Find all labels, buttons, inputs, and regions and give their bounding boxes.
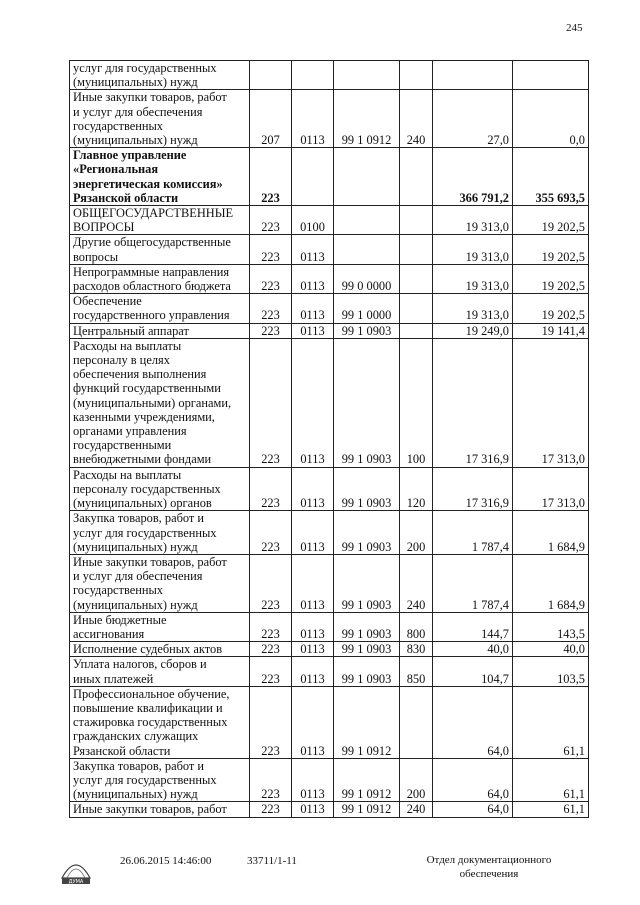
cell-expense-type: 240 bbox=[400, 90, 433, 148]
cell-section-code: 0113 bbox=[292, 657, 334, 686]
cell-amount-2: 19 202,5 bbox=[513, 264, 589, 293]
footer-department: Отдел документационного обеспечения bbox=[426, 854, 552, 880]
cell-amount-1: 19 249,0 bbox=[433, 323, 513, 338]
cell-name: Закупка товаров, работ и услуг для государственных (муниципальных) нужд bbox=[70, 511, 250, 555]
cell-target-article: 99 1 0903 bbox=[334, 338, 400, 467]
cell-section-code: 0113 bbox=[292, 338, 334, 467]
cell-amount-2: 19 202,5 bbox=[513, 206, 589, 235]
table-row bbox=[70, 90, 589, 148]
cell-section-code: 0113 bbox=[292, 802, 334, 817]
cell-name: ОБЩЕГОСУДАРСТВЕННЫЕ ВОПРОСЫ bbox=[70, 206, 250, 235]
table-body bbox=[70, 61, 589, 818]
cell-amount-1: 144,7 bbox=[433, 612, 513, 641]
cell-name: Центральный аппарат bbox=[70, 323, 250, 338]
cell-name: Закупка товаров, работ и услуг для государственных (муниципальных) нужд bbox=[70, 758, 250, 802]
cell-grbs-code: 223 bbox=[250, 206, 292, 235]
cell-amount-1: 19 313,0 bbox=[433, 206, 513, 235]
cell-expense-type: 240 bbox=[400, 802, 433, 817]
table-row bbox=[70, 642, 589, 657]
cell-amount-2: 17 313,0 bbox=[513, 467, 589, 511]
cell-amount-1: 1 787,4 bbox=[433, 554, 513, 612]
cell-target-article: 99 1 0903 bbox=[334, 511, 400, 555]
cell-expense-type: 200 bbox=[400, 758, 433, 802]
table-row bbox=[70, 235, 589, 264]
cell-section-code: 0113 bbox=[292, 686, 334, 758]
cell-expense-type bbox=[400, 686, 433, 758]
cell-expense-type bbox=[400, 206, 433, 235]
table-row bbox=[70, 554, 589, 612]
cell-amount-2: 1 684,9 bbox=[513, 511, 589, 555]
cell-section-code: 0113 bbox=[292, 235, 334, 264]
cell-target-article: 99 1 0912 bbox=[334, 758, 400, 802]
cell-section-code: 0113 bbox=[292, 554, 334, 612]
cell-section-code: 0113 bbox=[292, 90, 334, 148]
budget-table bbox=[69, 60, 589, 818]
cell-target-article: 99 1 0903 bbox=[334, 554, 400, 612]
table-row bbox=[70, 294, 589, 323]
duma-logo-icon bbox=[56, 848, 96, 888]
cell-expense-type: 830 bbox=[400, 642, 433, 657]
cell-expense-type: 850 bbox=[400, 657, 433, 686]
cell-amount-2: 19 141,4 bbox=[513, 323, 589, 338]
cell-grbs-code: 207 bbox=[250, 90, 292, 148]
table-row bbox=[70, 323, 589, 338]
cell-name: Профессиональное обучение, повышение квалификации и стажировка государственных гражданских служащих Рязанской области bbox=[70, 686, 250, 758]
cell-section-code: 0113 bbox=[292, 323, 334, 338]
cell-section-code: 0113 bbox=[292, 467, 334, 511]
cell-name: Иные закупки товаров, работ и услуг для обеспечения государственных (муниципальных) нужд bbox=[70, 90, 250, 148]
logo-text: ДУМА bbox=[68, 879, 84, 885]
cell-amount-2: 61,1 bbox=[513, 686, 589, 758]
cell-expense-type bbox=[400, 235, 433, 264]
table-row bbox=[70, 61, 589, 90]
cell-amount-1: 17 316,9 bbox=[433, 338, 513, 467]
cell-grbs-code: 223 bbox=[250, 612, 292, 641]
table-row bbox=[70, 612, 589, 641]
footer-doc-code: 33711/1-11 bbox=[247, 855, 297, 867]
cell-target-article: 99 1 0903 bbox=[334, 642, 400, 657]
table-row bbox=[70, 206, 589, 235]
cell-section-code: 0113 bbox=[292, 612, 334, 641]
cell-amount-1: 19 313,0 bbox=[433, 264, 513, 293]
table-row bbox=[70, 264, 589, 293]
cell-expense-type: 100 bbox=[400, 338, 433, 467]
cell-name: Обеспечение государственного управления bbox=[70, 294, 250, 323]
cell-grbs-code: 223 bbox=[250, 323, 292, 338]
cell-section-code: 0113 bbox=[292, 511, 334, 555]
cell-name: Уплата налогов, сборов и иных платежей bbox=[70, 657, 250, 686]
cell-amount-1: 17 316,9 bbox=[433, 467, 513, 511]
table-row bbox=[70, 758, 589, 802]
cell-amount-1: 366 791,2 bbox=[433, 148, 513, 206]
cell-amount-1: 1 787,4 bbox=[433, 511, 513, 555]
footer-date: 26.06.2015 14:46:00 bbox=[120, 855, 212, 867]
cell-target-article: 99 1 0903 bbox=[334, 467, 400, 511]
cell-amount-1: 64,0 bbox=[433, 686, 513, 758]
cell-target-article bbox=[334, 148, 400, 206]
cell-target-article: 99 0 0000 bbox=[334, 264, 400, 293]
cell-name: Расходы на выплаты персоналу государственных (муниципальных) органов bbox=[70, 467, 250, 511]
cell-grbs-code: 223 bbox=[250, 511, 292, 555]
cell-name: Другие общегосударственные вопросы bbox=[70, 235, 250, 264]
cell-section-code: 0113 bbox=[292, 294, 334, 323]
cell-amount-2: 103,5 bbox=[513, 657, 589, 686]
cell-amount-1: 40,0 bbox=[433, 642, 513, 657]
cell-amount-1: 64,0 bbox=[433, 758, 513, 802]
cell-name: Иные закупки товаров, работ и услуг для обеспечения государственных (муниципальных) нужд bbox=[70, 554, 250, 612]
cell-amount-2 bbox=[513, 61, 589, 90]
table-row bbox=[70, 686, 589, 758]
cell-target-article: 99 1 0903 bbox=[334, 657, 400, 686]
cell-expense-type: 120 bbox=[400, 467, 433, 511]
table-row bbox=[70, 802, 589, 817]
cell-target-article: 99 1 0912 bbox=[334, 90, 400, 148]
footer bbox=[0, 848, 640, 898]
cell-grbs-code: 223 bbox=[250, 338, 292, 467]
table-row bbox=[70, 338, 589, 467]
table-row bbox=[70, 657, 589, 686]
cell-grbs-code: 223 bbox=[250, 264, 292, 293]
cell-grbs-code: 223 bbox=[250, 294, 292, 323]
cell-name: Главное управление «Региональная энергетическая комиссия» Рязанской области bbox=[70, 148, 250, 206]
cell-section-code bbox=[292, 148, 334, 206]
cell-amount-2: 40,0 bbox=[513, 642, 589, 657]
cell-expense-type bbox=[400, 323, 433, 338]
cell-section-code: 0113 bbox=[292, 758, 334, 802]
cell-name: услуг для государственных (муниципальных) нужд bbox=[70, 61, 250, 90]
cell-target-article bbox=[334, 61, 400, 90]
table-row bbox=[70, 511, 589, 555]
cell-grbs-code: 223 bbox=[250, 235, 292, 264]
cell-target-article: 99 1 0903 bbox=[334, 323, 400, 338]
cell-grbs-code: 223 bbox=[250, 148, 292, 206]
cell-target-article: 99 1 0912 bbox=[334, 686, 400, 758]
cell-amount-2: 17 313,0 bbox=[513, 338, 589, 467]
cell-section-code: 0100 bbox=[292, 206, 334, 235]
cell-expense-type: 200 bbox=[400, 511, 433, 555]
cell-name: Иные бюджетные ассигнования bbox=[70, 612, 250, 641]
cell-amount-2: 355 693,5 bbox=[513, 148, 589, 206]
cell-amount-1: 19 313,0 bbox=[433, 294, 513, 323]
cell-target-article: 99 1 0000 bbox=[334, 294, 400, 323]
cell-amount-1 bbox=[433, 61, 513, 90]
cell-expense-type: 240 bbox=[400, 554, 433, 612]
cell-amount-1: 104,7 bbox=[433, 657, 513, 686]
cell-amount-2: 61,1 bbox=[513, 758, 589, 802]
cell-grbs-code: 223 bbox=[250, 657, 292, 686]
cell-grbs-code: 223 bbox=[250, 467, 292, 511]
cell-expense-type: 800 bbox=[400, 612, 433, 641]
cell-section-code: 0113 bbox=[292, 642, 334, 657]
cell-grbs-code: 223 bbox=[250, 802, 292, 817]
cell-amount-1: 64,0 bbox=[433, 802, 513, 817]
cell-grbs-code: 223 bbox=[250, 642, 292, 657]
cell-target-article: 99 1 0903 bbox=[334, 612, 400, 641]
cell-section-code bbox=[292, 61, 334, 90]
cell-amount-2: 143,5 bbox=[513, 612, 589, 641]
cell-section-code: 0113 bbox=[292, 264, 334, 293]
cell-expense-type bbox=[400, 61, 433, 90]
cell-grbs-code: 223 bbox=[250, 686, 292, 758]
cell-amount-1: 19 313,0 bbox=[433, 235, 513, 264]
cell-amount-2: 1 684,9 bbox=[513, 554, 589, 612]
cell-expense-type bbox=[400, 264, 433, 293]
cell-name: Непрограммные направления расходов областного бюджета bbox=[70, 264, 250, 293]
cell-name: Исполнение судебных актов bbox=[70, 642, 250, 657]
cell-grbs-code: 223 bbox=[250, 758, 292, 802]
table-row bbox=[70, 148, 589, 206]
cell-amount-2: 19 202,5 bbox=[513, 235, 589, 264]
cell-target-article bbox=[334, 206, 400, 235]
cell-amount-2: 19 202,5 bbox=[513, 294, 589, 323]
cell-expense-type bbox=[400, 148, 433, 206]
cell-name: Расходы на выплаты персоналу в целях обеспечения выполнения функций государственными (муниципальными) органами, казенными учреждениями, органами управления государственными внебюджетными фондами bbox=[70, 338, 250, 467]
table-row bbox=[70, 467, 589, 511]
cell-expense-type bbox=[400, 294, 433, 323]
cell-target-article bbox=[334, 235, 400, 264]
cell-grbs-code bbox=[250, 61, 292, 90]
page-number: 245 bbox=[566, 22, 583, 34]
cell-target-article: 99 1 0912 bbox=[334, 802, 400, 817]
cell-grbs-code: 223 bbox=[250, 554, 292, 612]
cell-amount-2: 0,0 bbox=[513, 90, 589, 148]
cell-amount-2: 61,1 bbox=[513, 802, 589, 817]
cell-name: Иные закупки товаров, работ bbox=[70, 802, 250, 817]
cell-amount-1: 27,0 bbox=[433, 90, 513, 148]
